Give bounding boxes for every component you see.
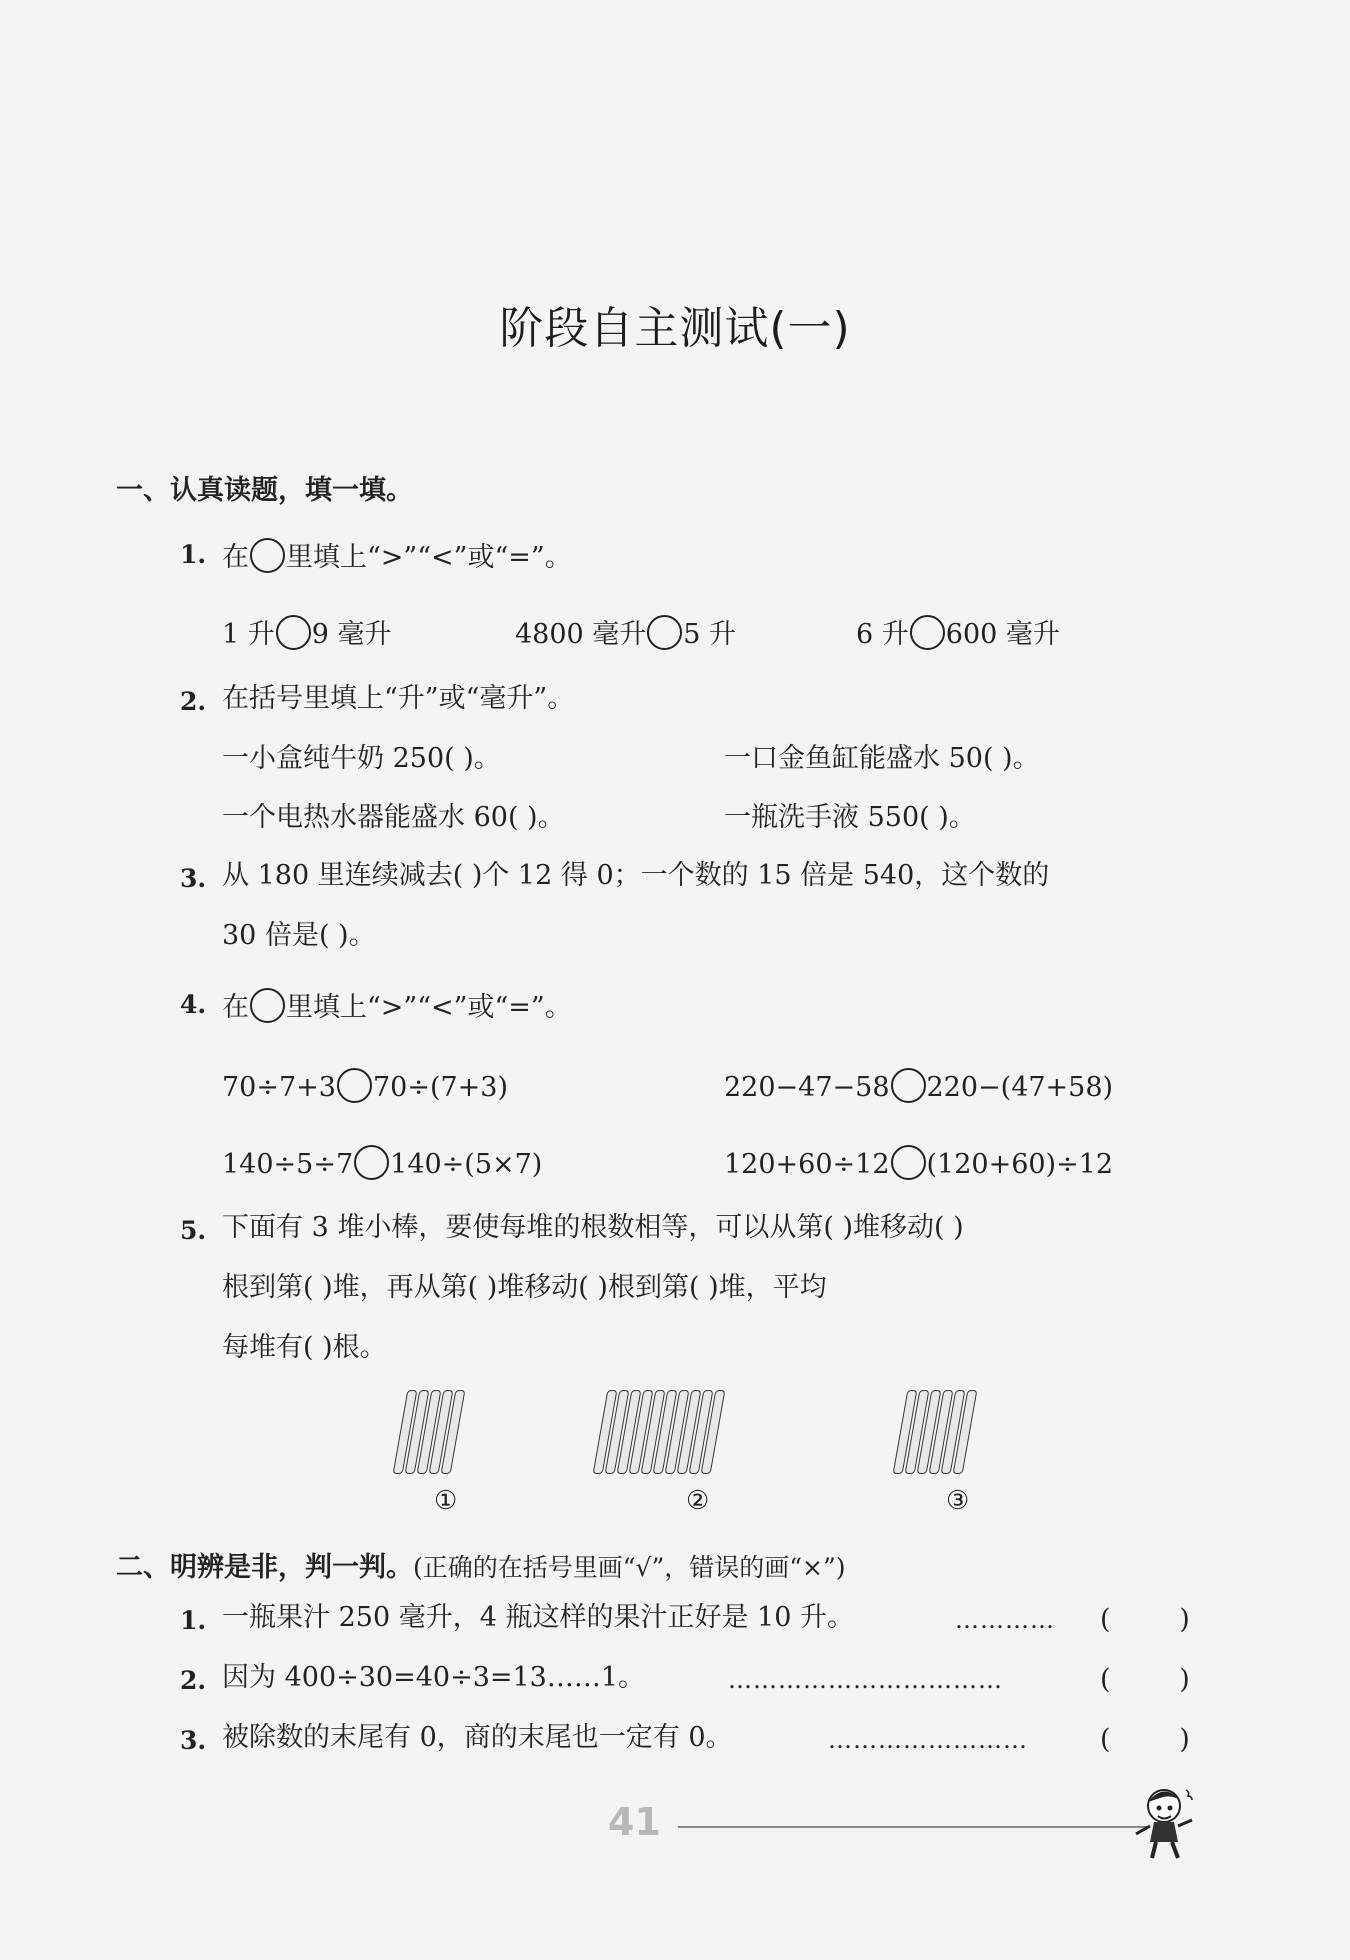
footer-rule [678,1826,1148,1828]
page-number: 41 [608,1800,661,1844]
answer-circle[interactable] [276,615,311,650]
section-2-heading: 二、明辨是非，判一判。(正确的在括号里画“√”，错误的画“×”) [116,1552,846,1583]
judge-1-answer-box[interactable]: ( ) [1100,1604,1190,1635]
pile-label-1: ① [434,1486,458,1516]
q2-item-4: 一瓶洗手液 550( )。 [724,802,976,833]
answer-circle[interactable] [354,1145,389,1180]
page-title: 阶段自主测试(一) [499,303,851,354]
answer-circle[interactable] [891,1145,926,1180]
q4-item-2: 220−47−58 220−(47+58) [724,1068,1113,1103]
q5-line-1: 下面有 3 堆小棒，要使每堆的根数相等，可以从第( )堆移动( ) [222,1212,964,1243]
judge-1-text: 一瓶果汁 250 毫升，4 瓶这样的果汁正好是 10 升。 [222,1602,854,1633]
answer-circle[interactable] [337,1068,372,1103]
q4-item-4: 120+60÷12 (120+60)÷12 [724,1145,1113,1180]
q5-number: 5. [180,1216,207,1245]
pile-label-2: ② [686,1486,710,1516]
judge-3-text: 被除数的末尾有 0，商的末尾也一定有 0。 [222,1722,733,1753]
answer-circle[interactable] [647,615,682,650]
q3-number: 3. [180,864,207,893]
q1-prompt: 在 里填上“>”“<”或“=”。 [222,538,572,573]
q2-prompt: 在括号里填上“升”或“毫升”。 [222,683,575,714]
q1-item-2: 4800 毫升 5 升 [515,615,736,650]
compare-circle-icon [250,988,285,1023]
judge-1-dots: ………… [955,1606,1055,1634]
q4-item-1: 70÷7+3 70÷(7+3) [222,1068,508,1103]
q1-item-3: 6 升 600 毫升 [856,615,1060,650]
judge-2-dots: …………………………… [728,1666,1003,1694]
q2-item-1: 一小盒纯牛奶 250( )。 [222,743,501,774]
q5-line-2: 根到第( )堆，再从第( )堆移动( )根到第( )堆，平均 [222,1272,827,1303]
q2-number: 2. [180,687,207,716]
q1-item-1: 1 升 9 毫升 [222,615,392,650]
judge-2-answer-box[interactable]: ( ) [1100,1664,1190,1695]
judge-3-answer-box[interactable]: ( ) [1100,1724,1190,1755]
q2-item-3: 一个电热水器能盛水 60( )。 [222,802,565,833]
q3-line-2: 30 倍是( )。 [222,920,376,951]
q4-number: 4. [180,990,207,1019]
compare-circle-icon [250,538,285,573]
section-1-heading: 一、认真读题，填一填。 [116,475,413,506]
q2-item-2: 一口金鱼缸能盛水 50( )。 [724,743,1040,774]
judge-3-dots: …………………… [828,1726,1028,1754]
judge-2-number: 2. [180,1666,207,1695]
answer-circle[interactable] [891,1068,926,1103]
q4-prompt: 在 里填上“>”“<”或“=”。 [222,988,572,1023]
mascot-icon [1130,1782,1200,1862]
answer-circle[interactable] [910,615,945,650]
judge-1-number: 1. [180,1606,207,1635]
section-2-note: (正确的在括号里画“√”，错误的画“×”) [413,1553,846,1582]
judge-2-text: 因为 400÷30=40÷3=13……1。 [222,1662,646,1693]
q4-item-3: 140÷5÷7 140÷(5×7) [222,1145,542,1180]
pile-label-3: ③ [946,1486,970,1516]
q1-number: 1. [180,540,207,569]
judge-3-number: 3. [180,1726,207,1755]
q3-line-1: 从 180 里连续减去( )个 12 得 0；一个数的 15 倍是 540，这个数的 [222,860,1050,891]
q5-line-3: 每堆有( )根。 [222,1332,387,1363]
